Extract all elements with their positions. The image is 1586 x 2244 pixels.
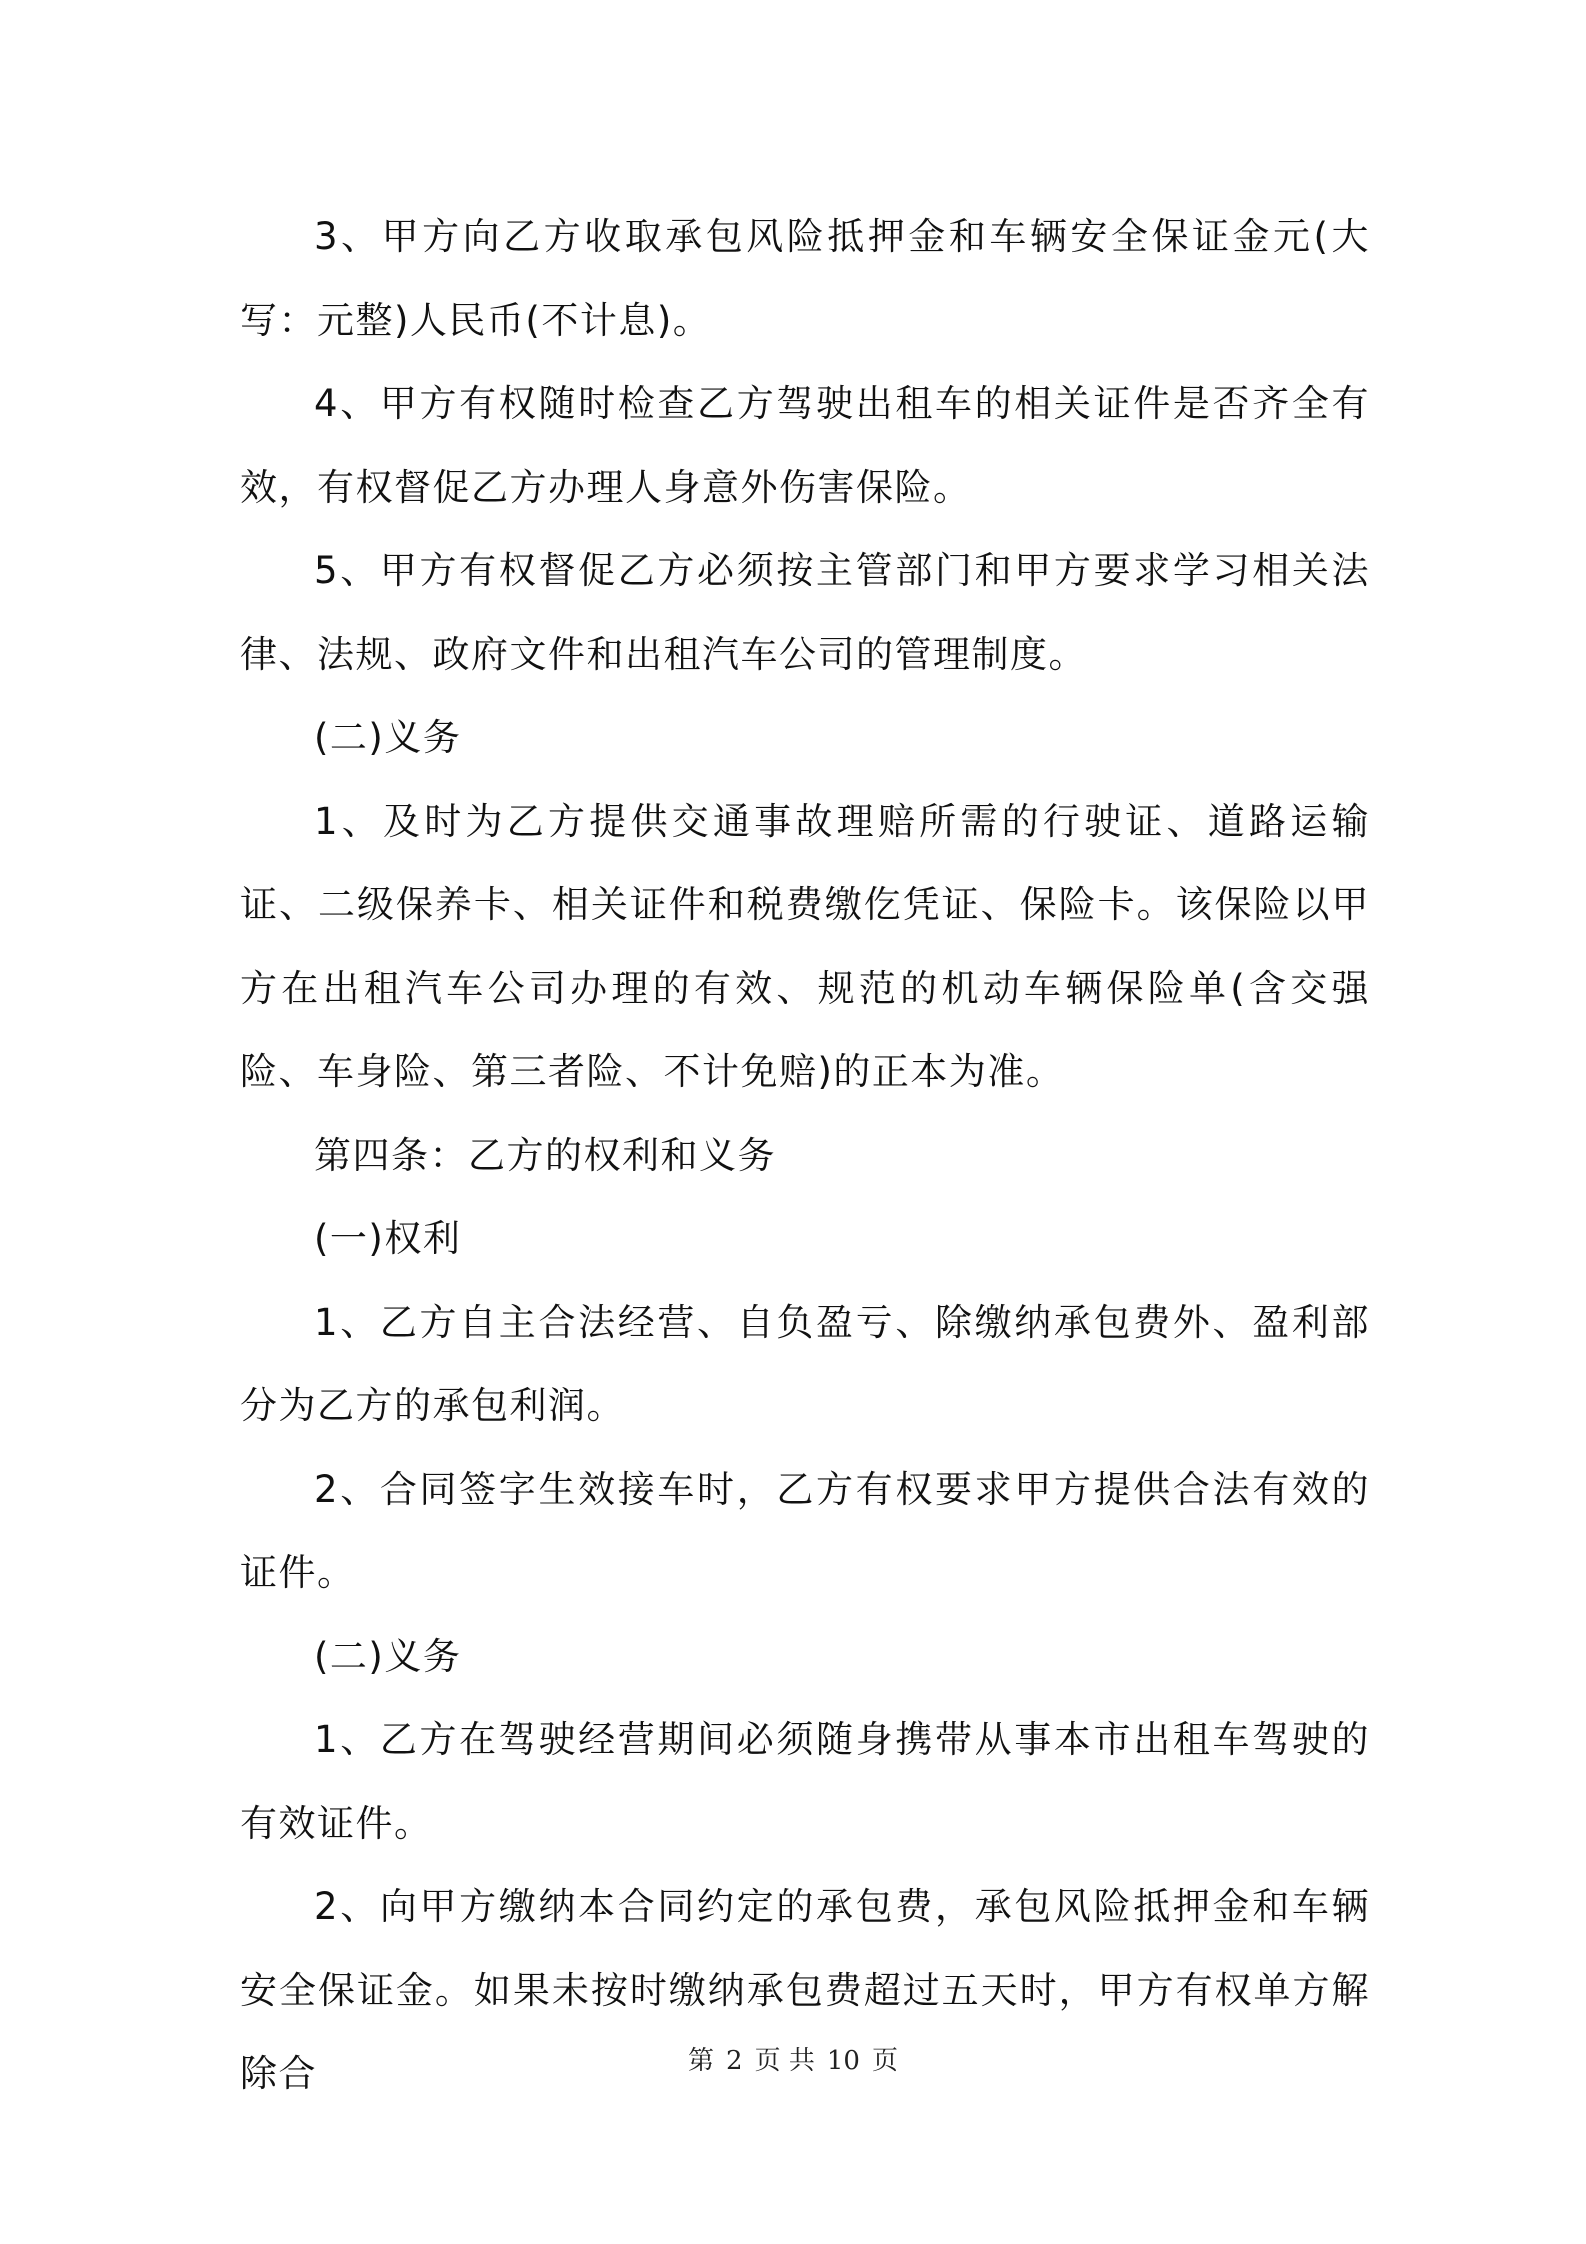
paragraph-inspect-documents: 4、甲方有权随时检查乙方驾驶出租车的相关证件是否齐全有效，有权督促乙方办理人身意外伤害保险。 [240, 382, 1370, 509]
paragraph-study-regulations: 5、甲方有权督促乙方必须按主管部门和甲方要求学习相关法律、法规、政府文件和出租汽车公司的管理制度。 [240, 549, 1370, 676]
document-body [240, 195, 1370, 2116]
paragraph-independent-operation: 1、乙方自主合法经营、自负盈亏、除缴纳承包费外、盈利部分为乙方的承包利润。 [240, 1300, 1370, 1427]
paragraph-request-documents: 2、合同签字生效接车时，乙方有权要求甲方提供合法有效的证件。 [240, 1467, 1370, 1594]
page-footer [0, 2040, 1586, 2077]
heading-rights-party-b: (一)权利 [314, 1217, 462, 1260]
paragraph-pay-fees: 2、向甲方缴纳本合同约定的承包费，承包风险抵押金和车辆安全保证金。如果未按时缴纳承包费超过五天时，甲方有权单方解除合 [240, 1885, 1370, 2095]
footer-middle: 页 共 [754, 2046, 815, 2076]
footer-prefix: 第 [688, 2046, 715, 2076]
paragraph-carry-certificates: 1、乙方在驾驶经营期间必须随身携带从事本市出租车驾驶的有效证件。 [240, 1718, 1370, 1845]
paragraph-provide-documents: 1、及时为乙方提供交通事故理赔所需的行驶证、道路运输证、二级保养卡、相关证件和税费缴仡凭证、保险卡。该保险以甲方在出租汽车公司办理的有效、规范的机动车辆保险单(含交强险、车身险、第三者险、不计免赔)的正本为准。 [240, 799, 1370, 1093]
heading-article-four: 第四条：乙方的权利和义务 [314, 1133, 776, 1177]
heading-obligations-party-a: (二)义务 [314, 716, 462, 759]
heading-obligations-party-b: (二)义务 [314, 1634, 462, 1678]
footer-current-page: 2 [726, 2046, 743, 2076]
footer-suffix: 页 [871, 2046, 898, 2076]
paragraph-deposit: 3、甲方向乙方收取承包风险抵押金和车辆安全保证金元(大写：元整)人民币(不计息)。 [240, 215, 1370, 342]
footer-total-pages: 10 [826, 2046, 860, 2076]
